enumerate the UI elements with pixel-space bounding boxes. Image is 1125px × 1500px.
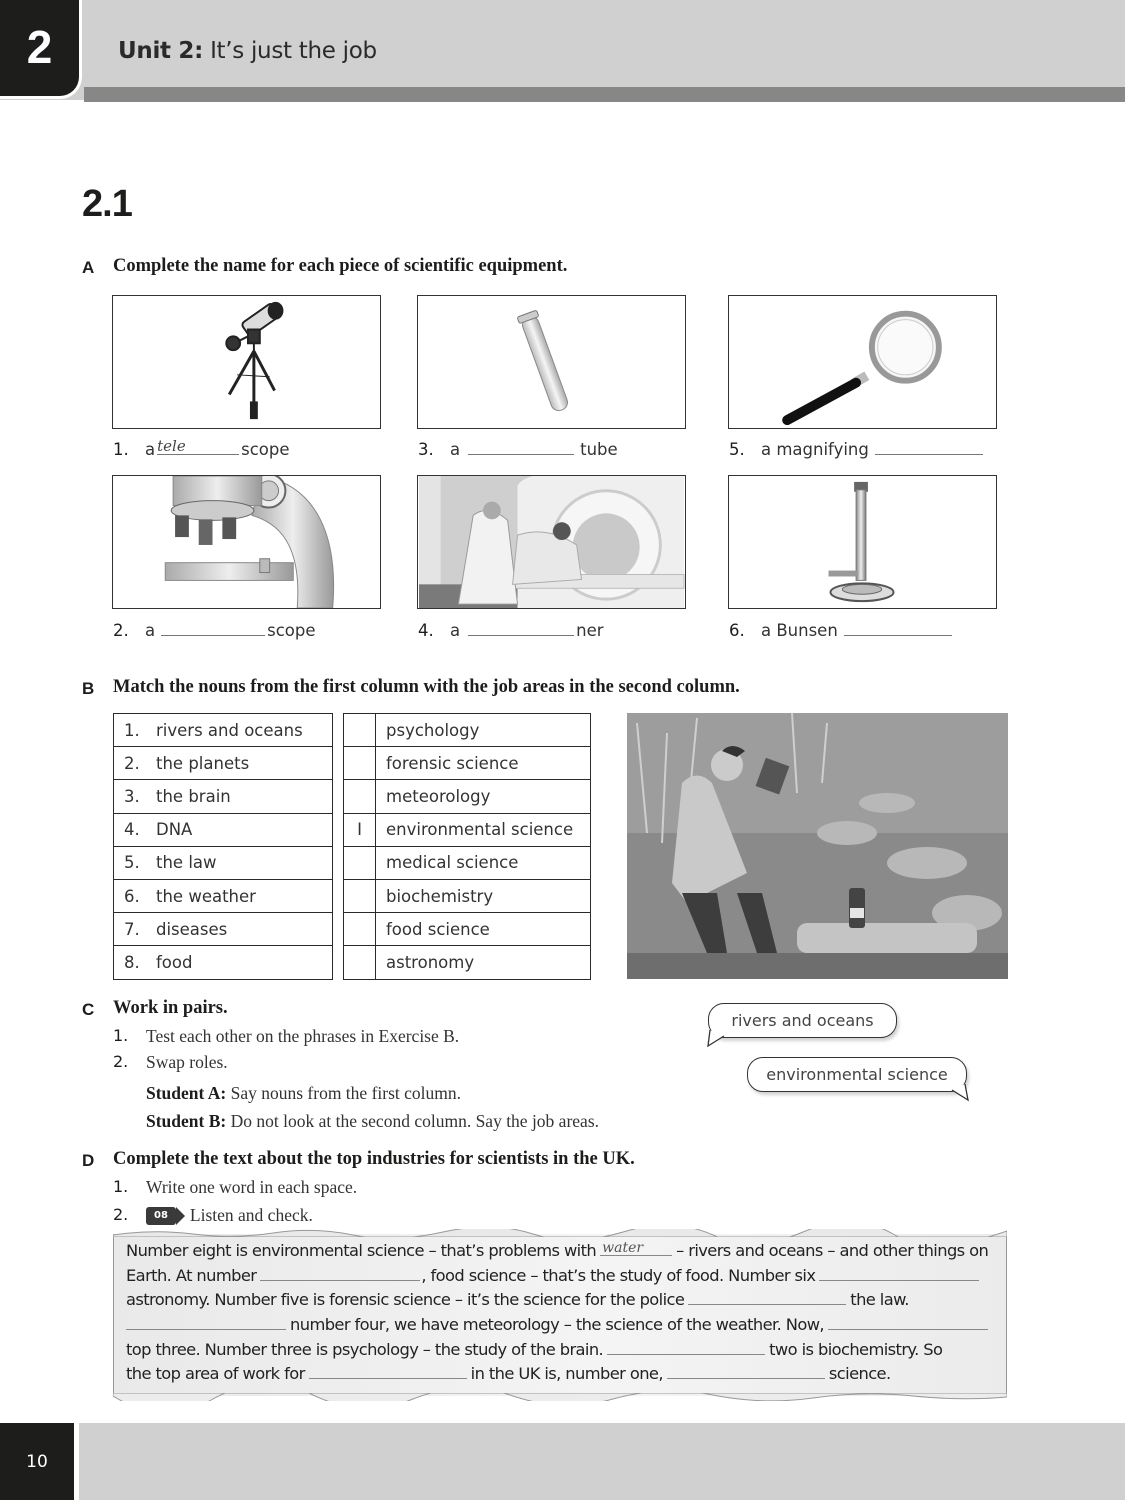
exercise-c-letter: C <box>82 1000 95 1019</box>
table-row: 2. the planets <box>114 747 333 780</box>
match-box[interactable] <box>344 879 376 912</box>
exercise-d-letter: D <box>82 1151 95 1170</box>
exercise-a-letter: A <box>82 258 95 277</box>
job-areas-table <box>343 713 591 980</box>
speech-bubble-1-tail <box>704 1030 728 1048</box>
answer-blank-1[interactable] <box>157 437 239 455</box>
test-tube-image <box>417 295 686 429</box>
exercise-c-instruction: Work in pairs. <box>113 998 228 1018</box>
unit-badge <box>0 0 82 99</box>
match-box[interactable] <box>344 913 376 946</box>
table-row: I environmental science <box>344 813 591 846</box>
text-gap[interactable] <box>607 1341 765 1355</box>
text-line: number four, we have meteorology – the science of the weather. Now, <box>126 1315 992 1340</box>
table-row: 1. rivers and oceans <box>114 714 333 747</box>
mri-scanner-image <box>417 475 686 609</box>
play-icon <box>176 1207 185 1225</box>
bunsen-burner-image <box>728 475 997 609</box>
gap-fill-text-box <box>113 1234 1007 1396</box>
item-4-caption: 4. a ner <box>418 621 604 640</box>
section-number: 2.1 <box>82 183 132 225</box>
torn-edge-bottom <box>113 1393 1007 1401</box>
table-row: 8. food <box>114 946 333 979</box>
answer-blank-4[interactable] <box>468 622 574 636</box>
magnifying-glass-image <box>728 295 997 429</box>
text-gap[interactable] <box>828 1316 988 1330</box>
table-row: 3. the brain <box>114 780 333 813</box>
table-row: biochemistry <box>344 879 591 912</box>
torn-edge-top <box>113 1229 1007 1237</box>
exercise-b-letter: B <box>82 679 95 698</box>
text-gap[interactable] <box>309 1365 467 1379</box>
text-line: top three. Number three is psychology – the study of the brain. two is biochemistry. So <box>126 1339 943 1359</box>
item-3-caption: 3. a tube <box>418 440 618 459</box>
answer-blank-5[interactable] <box>875 441 983 455</box>
unit-label: Unit 2: <box>118 38 204 64</box>
answer-blank-3[interactable] <box>468 441 574 455</box>
scientist-river-photo <box>627 713 1008 979</box>
match-box[interactable] <box>344 780 376 813</box>
text-gap[interactable] <box>126 1316 286 1330</box>
item-6-caption: 6. a Bunsen <box>729 621 954 640</box>
nouns-table <box>113 713 333 980</box>
table-row: 7. diseases <box>114 913 333 946</box>
handwritten-answer: tele <box>157 437 186 455</box>
table-row: 6. the weather <box>114 879 333 912</box>
unit-number: 2 <box>26 21 53 73</box>
speech-bubble-1: rivers and oceans <box>708 1003 897 1038</box>
table-row: food science <box>344 913 591 946</box>
speech-bubble-2: environmental science <box>747 1057 967 1092</box>
item-2-caption: 2. a scope <box>113 621 316 640</box>
text-gap[interactable] <box>600 1242 672 1256</box>
page-number: 10 <box>0 1423 74 1500</box>
text-gap[interactable] <box>688 1291 846 1305</box>
table-row: 5. the law <box>114 846 333 879</box>
text-line: the top area of work for in the UK is, number one, science. <box>126 1364 891 1384</box>
text-line: Earth. At number , food science – that’s the study of food. Number six <box>126 1266 992 1291</box>
telescope-image <box>112 295 381 429</box>
table-row: psychology <box>344 714 591 747</box>
match-box[interactable] <box>344 846 376 879</box>
table-row: 4. DNA <box>114 813 333 846</box>
footer-bar <box>79 1423 1125 1500</box>
table-row: forensic science <box>344 747 591 780</box>
answer-blank-2[interactable] <box>161 622 265 636</box>
text-gap[interactable] <box>819 1267 979 1281</box>
text-gap[interactable] <box>667 1365 825 1379</box>
table-row: medical science <box>344 846 591 879</box>
match-box[interactable] <box>344 747 376 780</box>
exercise-a-instruction: Complete the name for each piece of scientific equipment. <box>113 256 568 276</box>
table-row: astronomy <box>344 946 591 979</box>
speech-bubble-2-tail <box>950 1084 972 1102</box>
answer-blank-6[interactable] <box>844 622 952 636</box>
table-row: meteorology <box>344 780 591 813</box>
text-line: astronomy. Number five is forensic science – it’s the science for the police the law. <box>126 1290 909 1310</box>
unit-title <box>118 38 377 64</box>
header-strip <box>84 87 1125 102</box>
text-gap[interactable] <box>260 1267 420 1281</box>
exercise-b-instruction: Match the nouns from the first column with the job areas in the second column. <box>113 677 740 697</box>
unit-name: It’s just the job <box>210 38 377 64</box>
text-line: Number eight is environmental science – that’s problems with water – rivers and oceans – and other things on <box>126 1240 989 1260</box>
match-box[interactable]: I <box>344 813 376 846</box>
audio-track-button[interactable]: 08 <box>146 1207 190 1225</box>
match-box[interactable] <box>344 714 376 747</box>
microscope-image <box>112 475 381 609</box>
item-5-caption: 5. a magnifying <box>729 440 985 459</box>
exercise-d-instruction: Complete the text about the top industries for scientists in the UK. <box>113 1149 635 1169</box>
item-1-caption: 1. a tele scope <box>113 437 290 459</box>
handwritten-answer: water <box>602 1240 644 1256</box>
match-box[interactable] <box>344 946 376 979</box>
